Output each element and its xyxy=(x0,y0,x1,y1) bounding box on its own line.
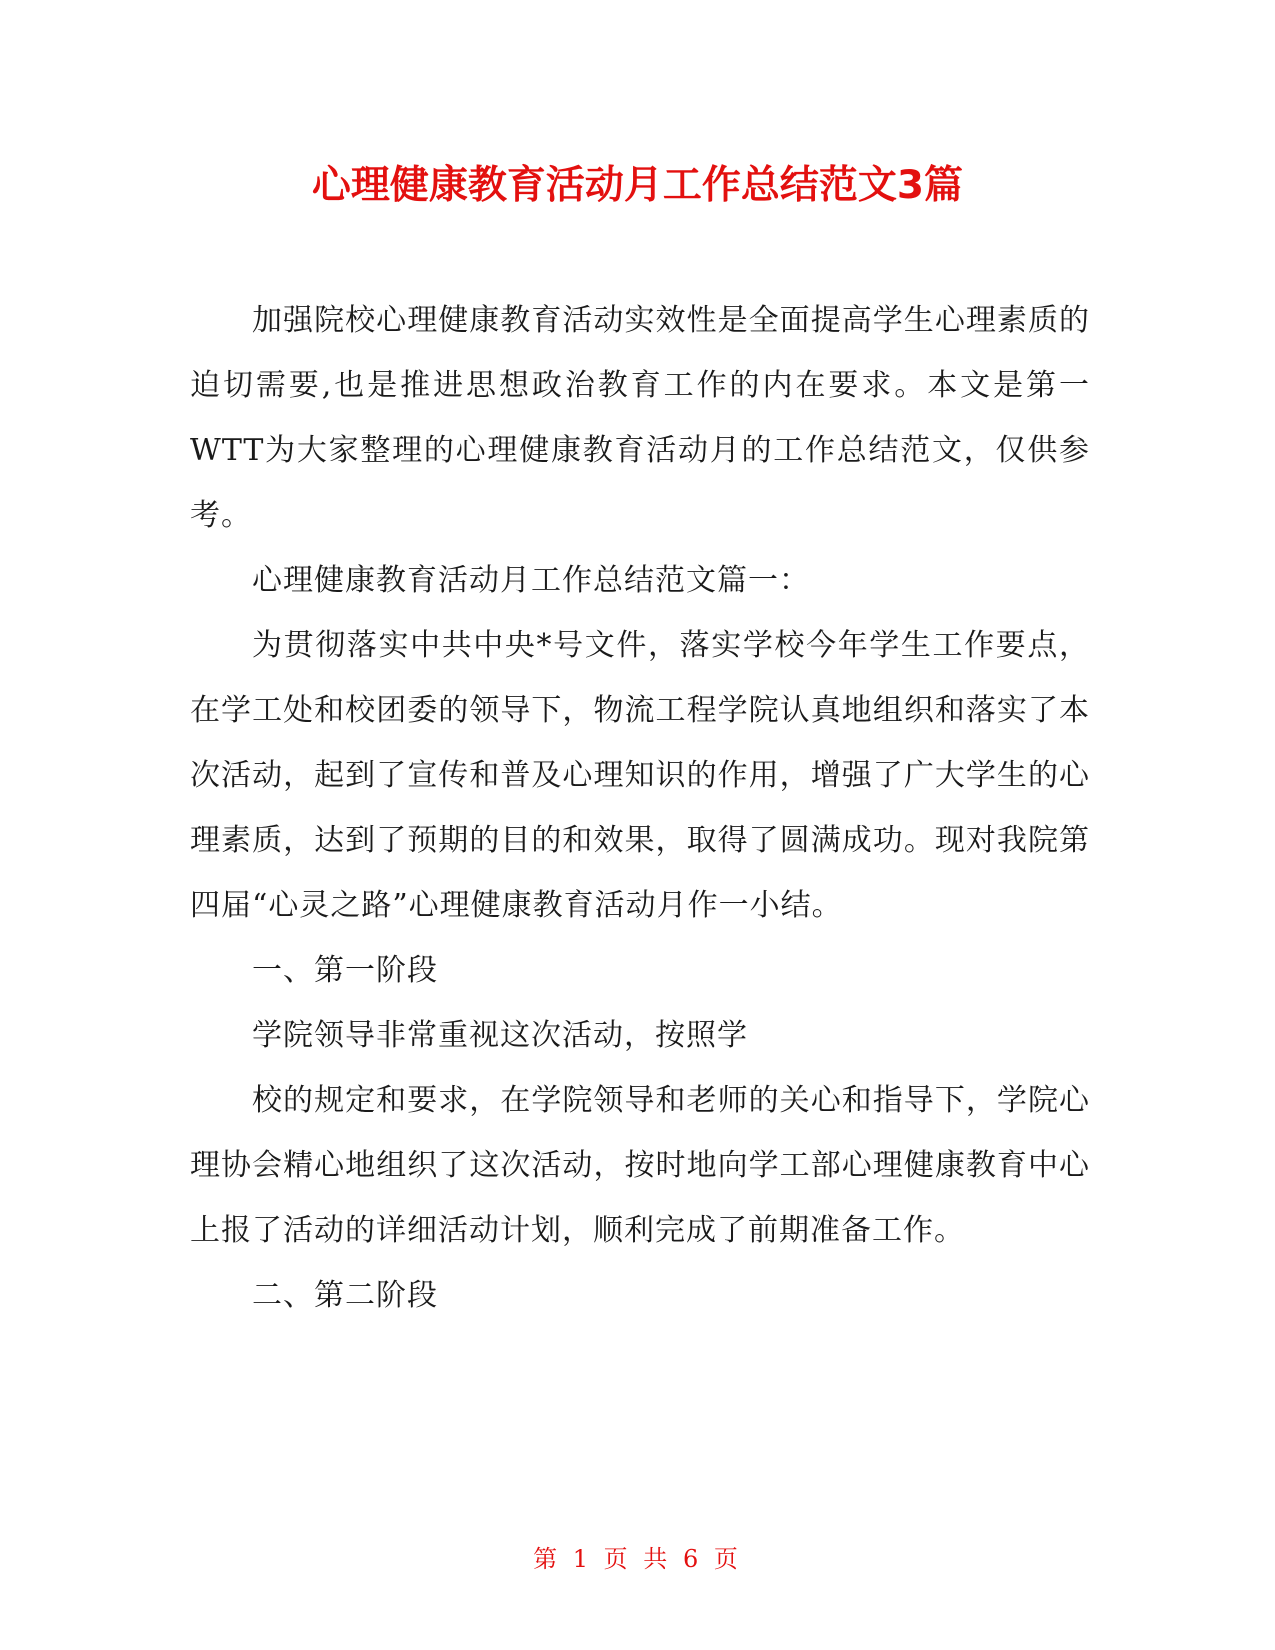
intro-paragraph: 加强院校心理健康教育活动实效性是全面提高学生心理素质的迫切需要,也是推进思想政治教育工作的内在要求。本文是第一WTT为大家整理的心理健康教育活动月的工作总结范文，仅供参考。 xyxy=(190,303,1090,533)
body-paragraph: 为贯彻落实中共中央*号文件，落实学校今年学生工作要点，在学工处和校团委的领导下，物流工程学院认真地组织和落实了本次活动，起到了宣传和普及心理知识的作用，增强了广大学生的心理素质，达到了预期的目的和效果，取得了圆满成功。现对我院第四届“心灵之路”心理健康教育活动月作一小结。 xyxy=(190,628,1090,923)
stage-heading-two: 二、第二阶段 xyxy=(252,1278,438,1313)
page-number-footer: 第 1 页 共 6 页 xyxy=(533,1545,742,1573)
stage-heading-one: 一、第一阶段 xyxy=(252,953,438,988)
document-title: 心理健康教育活动月工作总结范文3篇 xyxy=(311,163,964,208)
section-heading-part-one: 心理健康教育活动月工作总结范文篇一： xyxy=(252,563,810,598)
body-paragraph: 校的规定和要求，在学院领导和老师的关心和指导下，学院心理协会精心地组织了这次活动，按时地向学工部心理健康教育中心上报了活动的详细活动计划，顺利完成了前期准备工作。 xyxy=(190,1083,1090,1248)
body-paragraph: 学院领导非常重视这次活动，按照学 xyxy=(252,1018,748,1053)
document-body xyxy=(190,288,1090,1328)
